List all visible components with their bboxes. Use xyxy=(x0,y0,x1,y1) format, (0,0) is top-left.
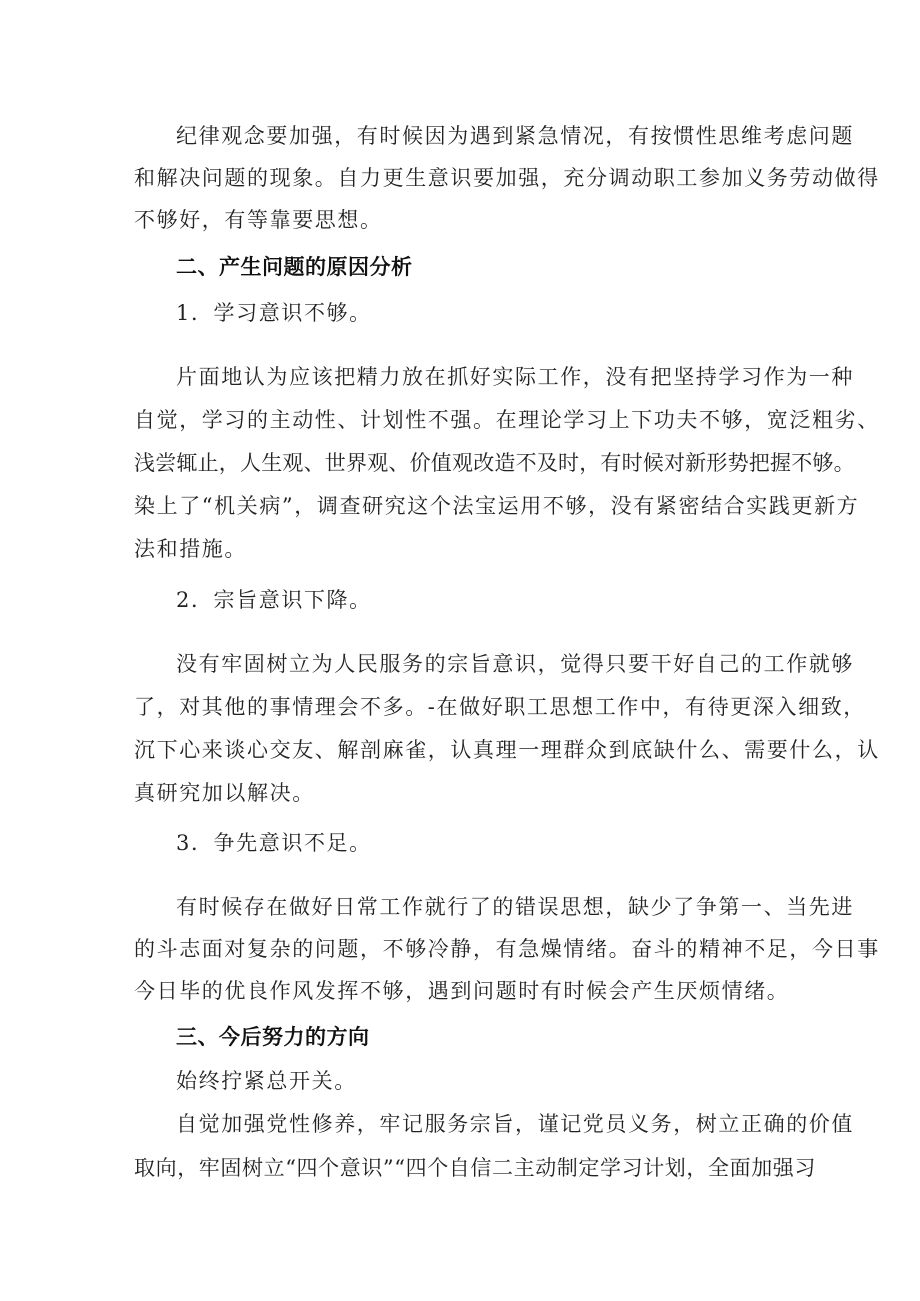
section-heading: 三、今后努力的方向 xyxy=(176,1025,370,1049)
paragraph-line: 沉下心来谈心交友、解剖麻雀，认真理一理群众到底缺什么、需要什么，认 xyxy=(134,738,880,762)
paragraph-line: 始终拧紧总开关。 xyxy=(176,1069,357,1093)
section-heading: 二、产生问题的原因分析 xyxy=(176,255,413,279)
paragraph-line: 和解决问题的现象。自力更生意识要加强，充分调动职工参加义务劳动做得 xyxy=(134,166,880,190)
paragraph-line: 有时候存在做好日常工作就行了的错误思想，缺少了争第一、当先进 xyxy=(176,895,854,919)
paragraph-line: 自觉加强党性修养，牢记服务宗旨，谨记党员义务，树立正确的价值 xyxy=(176,1112,854,1136)
paragraph-line: 不够好，有等靠要思想。 xyxy=(134,208,383,232)
paragraph-line: 今日毕的优良作风发挥不够，遇到问题时有时候会产生厌烦情绪。 xyxy=(134,979,790,1003)
subsection-heading: 3．争先意识不足。 xyxy=(176,831,372,855)
paragraph-line: 取向，牢固树立“四个意识”“四个自信二主动制定学习计划，全面加强习 xyxy=(134,1156,817,1180)
paragraph-line: 浅尝辄止，人生观、世界观、价值观改造不及时，有时候对新形势把握不够。 xyxy=(134,451,855,475)
paragraph-line: 片面地认为应该把精力放在抓好实际工作，没有把坚持学习作为一种 xyxy=(176,365,854,389)
paragraph-line: 的斗志面对复杂的问题，不够冷静，有急燥情绪。奋斗的精神不足，今日事 xyxy=(134,937,880,961)
paragraph-line: 法和措施。 xyxy=(134,537,247,561)
paragraph-line: 没有牢固树立为人民服务的宗旨意识，觉得只要干好自己的工作就够 xyxy=(176,652,854,676)
subsection-heading: 2．宗旨意识下降。 xyxy=(176,588,372,612)
paragraph-line: 真研究加以解决。 xyxy=(134,781,315,805)
paragraph-line: 纪律观念要加强，有时候因为遇到紧急情况，有按惯性思维考虑问题 xyxy=(176,124,854,148)
paragraph-line: 染上了“机关病”，调查研究这个法宝运用不够，没有紧密结合实践更新方 xyxy=(134,494,860,518)
paragraph-line: 了，对其他的事情理会不多。-在做好职工思想工作中，有待更深入细致， xyxy=(134,695,866,719)
subsection-heading: 1．学习意识不够。 xyxy=(176,301,372,325)
paragraph-line: 自觉，学习的主动性、计划性不强。在理论学习上下功夫不够，宽泛粗劣、 xyxy=(134,408,880,432)
